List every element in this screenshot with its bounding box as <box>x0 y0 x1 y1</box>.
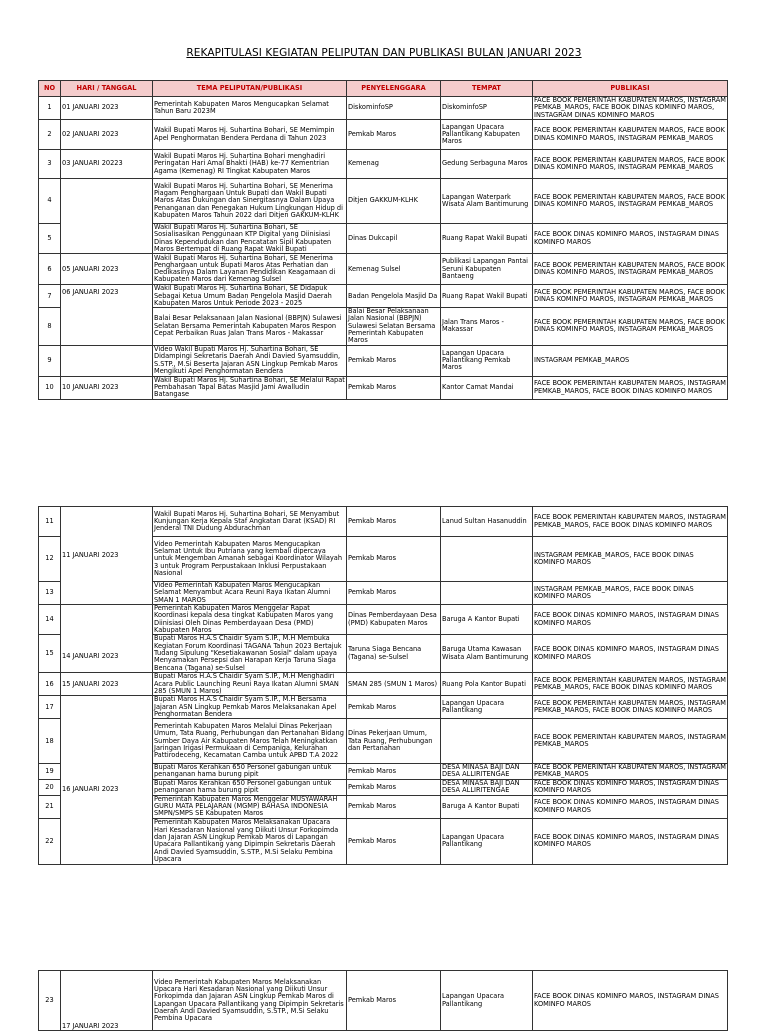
report-table-page-2 <box>38 506 728 865</box>
row-place: Lapangan Upacara Pallantikang <box>441 818 533 864</box>
table-row <box>39 179 728 224</box>
row-organizer: Dinas Dukcapil <box>347 224 441 254</box>
row-place: DESA MINASA BAJI DAN DESA ALLIRITENGAE <box>441 779 533 795</box>
row-number: 11 <box>39 507 61 537</box>
row-number: 7 <box>39 285 61 308</box>
row-number: 20 <box>39 779 61 795</box>
row-place: Lanud Sultan Hasanuddin <box>441 507 533 537</box>
row-number: 14 <box>39 605 61 635</box>
report-table-page-1 <box>38 80 728 400</box>
row-number: 3 <box>39 150 61 179</box>
table-row <box>39 97 728 120</box>
row-theme: Bupati Maros H.A.S Chaidir Syam S.IP., M.H Bersama Jajaran ASN Lingkup Pemkab Maros Melaksanakan Apel Penghormatan Bendera <box>153 696 347 719</box>
row-organizer: Pemkab Maros <box>347 779 441 795</box>
row-place: Lapangan Waterpark Wisata Alam Bantimurung <box>441 179 533 224</box>
row-publication: FACE BOOK PEMERINTAH KABUPATEN MAROS, FACE BOOK DINAS KOMINFO MAROS, INSTAGRAM PEMKAB_MAROS <box>533 254 728 285</box>
row-organizer: SMAN 285 (SMUN 1 Maros) <box>347 673 441 696</box>
row-theme: Bupati Maros Kerahkan 650 Personel gabungan untuk penanganan hama burung pipit <box>153 764 347 780</box>
row-number: 17 <box>39 696 61 719</box>
row-place <box>441 537 533 582</box>
row-organizer: Kemenag Sulsel <box>347 254 441 285</box>
row-date: 14 JANUARI 2023 <box>61 605 153 673</box>
row-organizer: Dinas Pekerjaan Umum, Tata Ruang, Perhubungan dan Pertanahan <box>347 719 441 764</box>
row-number: 19 <box>39 764 61 780</box>
header-place: TEMPAT <box>441 81 533 97</box>
row-place: Lapangan Upacara Pallantikang <box>441 971 533 1031</box>
row-number: 10 <box>39 376 61 399</box>
row-number: 21 <box>39 795 61 818</box>
table-row <box>39 150 728 179</box>
row-organizer: Pemkab Maros <box>347 764 441 780</box>
row-publication: FACE BOOK PEMERINTAH KABUPATEN MAROS, INSTAGRAM PEMKAB_MAROS, FACE BOOK DINAS KOMINFO MAROS <box>533 696 728 719</box>
header-organizer: PENYELENGGARA <box>347 81 441 97</box>
row-place: Kantor Camat Mandai <box>441 376 533 399</box>
row-organizer: Kemenag <box>347 150 441 179</box>
row-place <box>441 719 533 764</box>
row-number: 9 <box>39 345 61 376</box>
table-row <box>39 285 728 308</box>
row-theme: Wakil Bupati Maros Hj. Suhartina Bohari, SE Menyambut Kunjungan Kerja Kepala Staf Angkatan Darat (KSAD) RI Jenderal TNI Dudung Abdurachman <box>153 507 347 537</box>
row-publication: FACE BOOK PEMERINTAH KABUPATEN MAROS, FACE BOOK DINAS KOMINFO MAROS, INSTAGRAM PEMKAB_MAROS <box>533 179 728 224</box>
row-publication: FACE BOOK DINAS KOMINFO MAROS, INSTAGRAM DINAS KOMINFO MAROS <box>533 795 728 818</box>
row-date: 10 JANUARI 2023 <box>61 376 153 399</box>
row-theme: Wakil Bupati Maros Hj. Suhartina Bohari menghadiri Peringatan Hari Amal Bhakti (HAB) ke-77 Kementrian Agama (Kemenag) RI Tingkat Kabupaten Maros <box>153 150 347 179</box>
row-organizer: Ditjen GAKKUM-KLHK <box>347 179 441 224</box>
row-organizer: Pemkab Maros <box>347 818 441 864</box>
row-theme: Pemerintah Kabupaten Maros Melalui Dinas Pekerjaan Umum, Tata Ruang, Perhubungan dan Pertanahan Bidang Sumber Daya Air Kabupaten Maros Telah Meningkatkan Jaringan Irigasi Permukaan di Cempaniga, Kelurahan Pattirodeceng, Kecamatan Camba untuk APBD T.A 2022 <box>153 719 347 764</box>
row-date: 15 JANUARI 2023 <box>61 673 153 696</box>
row-organizer: Balai Besar Pelaksanaan Jalan Nasional (BBPJN) Sulawesi Selatan Bersama Pemerintah Kabupaten Maros <box>347 308 441 345</box>
header-publication: PUBLIKASI <box>533 81 728 97</box>
row-organizer: Pemkab Maros <box>347 376 441 399</box>
row-organizer: Pemkab Maros <box>347 537 441 582</box>
row-place: DiskominfoSP <box>441 97 533 120</box>
row-publication: FACE BOOK DINAS KOMINFO MAROS, INSTAGRAM DINAS KOMINFO MAROS <box>533 224 728 254</box>
row-date: 11 JANUARI 2023 <box>61 507 153 605</box>
row-organizer: Pemkab Maros <box>347 345 441 376</box>
table-row <box>39 345 728 376</box>
header-theme: TEMA PELIPUTAN/PUBLIKASI <box>153 81 347 97</box>
row-theme: Balai Besar Pelaksanaan Jalan Nasional (BBPJN) Sulawesi Selatan Bersama Pemerintah Kabupaten Maros Respon Cepat Perbaikan Ruas Jalan Trans Maros - Makassar <box>153 308 347 345</box>
row-publication: FACE BOOK PEMERINTAH KABUPATEN MAROS, INSTAGRAM PEMKAB_MAROS <box>534 763 726 779</box>
table-row <box>39 673 728 696</box>
row-place: Lapangan Upacara Pallantikang <box>441 696 533 719</box>
row-organizer: Pemkab Maros <box>347 795 441 818</box>
row-place: DESA MINASA BAJI DAN DESA ALLIRITENGAE <box>441 764 533 780</box>
row-number: 16 <box>39 673 61 696</box>
row-number: 2 <box>39 120 61 150</box>
row-organizer: DiskominfoSP <box>347 97 441 120</box>
table-row <box>39 696 728 719</box>
row-date: 06 JANUARI 2023 <box>61 285 153 345</box>
row-publication: FACE BOOK DINAS KOMINFO MAROS, INSTAGRAM DINAS KOMINFO MAROS <box>533 635 728 673</box>
row-publication: FACE BOOK DINAS KOMINFO MAROS, INSTAGRAM DINAS KOMINFO MAROS <box>533 971 728 1031</box>
row-publication: FACE BOOK PEMERINTAH KABUPATEN MAROS, INSTAGRAM PEMKAB_MAROS, FACE BOOK DINAS KOMINFO MAROS <box>533 507 728 537</box>
row-date: 01 JANUARI 2023 <box>61 97 153 120</box>
row-theme: Wakil Bupati Maros Hj. Suhartina Bohari, SE Melalui Rapat Pembahasan Tapal Batas Masjid Jami Awalludin Batangase <box>154 376 345 399</box>
row-theme: Video Pemerintah Kabupaten Maros Mengucapkan Selamat Untuk Ibu Putriana yang kembali dipercaya untuk Mengemban Amanah sebagai Koordinator Wilayah 3 untuk Program Perpustakaan Inklusi Perpustakaan Nasional <box>153 537 347 582</box>
row-number: 22 <box>39 818 61 864</box>
row-number: 13 <box>39 582 61 605</box>
row-publication: FACE BOOK PEMERINTAH KABUPATEN MAROS, FACE BOOK DINAS KOMINFO MAROS, INSTAGRAM PEMKAB_MAROS <box>533 285 728 308</box>
row-theme: Bupati Maros Kerahkan 650 Personel gabungan untuk penanganan hama burung pipit <box>153 779 347 795</box>
row-theme: Bupati Maros H.A.S Chaidir Syam S.IP., M.H Menghadiri Acara Public Launching Reuni Raya Ikatan Alumni SMAN 285 (SMUN 1 Maros) <box>153 673 347 696</box>
row-date: 05 JANUARI 2023 <box>61 254 153 285</box>
row-organizer: Pemkab Maros <box>347 507 441 537</box>
row-place: Ruang Pola Kantor Bupati <box>441 673 533 696</box>
row-publication: FACE BOOK PEMERINTAH KABUPATEN MAROS, INSTAGRAM PEMKAB_MAROS, FACE BOOK DINAS KOMINFO MAROS, INSTAGRAM DINAS KOMINFO MAROS <box>534 96 726 119</box>
row-theme: Pemerintah Kabupaten Maros Menggelar MUSYAWARAH GURU MATA PELAJARAN (MGMP) BAHASA INDONESIA SMPN/SMPS SE Kabupaten Maros <box>153 795 347 818</box>
row-theme: Wakil Bupati Maros Hj. Suhartina Bohari, SE Menerima Penghargaan untuk Bupati Maros Atas Perhatian dan Dedikasinya Dalam Layanan Pendidikan Keagamaan di Kabupaten Maros dari Kemenag Sulsel <box>153 254 347 285</box>
row-number: 4 <box>39 179 61 224</box>
row-organizer: Pemkab Maros <box>347 582 441 605</box>
row-number: 15 <box>39 635 61 673</box>
row-publication: FACE BOOK PEMERINTAH KABUPATEN MAROS, FACE BOOK DINAS KOMINFO MAROS, INSTAGRAM PEMKAB_MAROS <box>533 150 728 179</box>
row-theme: Video Pemerintah Kabupaten Maros Melaksanakan Upacara Hari Kesadaran Nasional yang Diikuti Unsur Forkopimda dan Jajaran ASN Lingkup Pemkab Maros di Lapangan Upacara Pallantikang yang Dipimpin Sekretaris Daerah Andi Davied Syamsuddin, S.STP., M.Si Selaku Pembina Upacara <box>153 971 347 1031</box>
page-title: REKAPITULASI KEGIATAN PELIPUTAN DAN PUBLIKASI BULAN JANUARI 2023 <box>186 47 582 59</box>
row-publication: FACE BOOK PEMERINTAH KABUPATEN MAROS, INSTAGRAM PEMKAB_MAROS, FACE BOOK DINAS KOMINFO MAROS <box>533 376 728 399</box>
row-place <box>441 582 533 605</box>
row-place: Jalan Trans Maros - Makassar <box>441 308 533 345</box>
header-date: HARI / TANGGAL <box>61 81 153 97</box>
header-no: NO <box>39 81 61 97</box>
row-date: 17 JANUARI 2023 <box>61 971 153 1031</box>
row-publication: FACE BOOK DINAS KOMINFO MAROS, INSTAGRAM DINAS KOMINFO MAROS <box>533 818 728 864</box>
row-publication: INSTAGRAM PEMKAB_MAROS, FACE BOOK DINAS KOMINFO MAROS <box>533 537 728 582</box>
row-date: 16 JANUARI 2023 <box>61 696 153 865</box>
row-number: 5 <box>39 224 61 254</box>
row-publication: FACE BOOK PEMERINTAH KABUPATEN MAROS, FACE BOOK DINAS KOMINFO MAROS, INSTAGRAM PEMKAB_MAROS <box>533 120 728 150</box>
row-publication: INSTAGRAM PEMKAB_MAROS, FACE BOOK DINAS KOMINFO MAROS <box>533 582 728 605</box>
row-theme: Pemerintah Kabupaten Maros Melaksanakan Upacara Hari Kesadaran Nasional yang Diikuti Unsur Forkopimda dan Jajaran ASN Lingkup Pemkab Maros di Lapangan Upacara Pallantikang yang Dipimpin Sekretaris Daerah Andi Davied Syamsuddin, S.STP., M.Si Selaku Pembina Upacara <box>153 818 347 864</box>
row-place: Publikasi Lapangan Pantai Seruni Kabupaten Bantaeng <box>441 254 533 285</box>
row-organizer: Dinas Pemberdayaan Desa (PMD) Kabupaten Maros <box>347 605 441 635</box>
row-theme: Pemerintah Kabupaten Maros Menggelar Rapat Koordinasi kepala desa tingkat Kabupaten Maros yang Diinisiasi Oleh Dinas Pemberdayaan Desa (PMD) Kabupaten Maros <box>153 605 347 635</box>
row-theme: Wakil Bupati Maros Hj. Suhartina Bohari, SE Menerima Piagam Penghargaan Untuk Bupati dan Wakil Bupati Maros Atas Dukungan dan Sinergitasnya Dalam Upaya Penanganan dan Penegakan Hukum Lingkungan Hidup di Kabupaten Maros Tahun 2022 dari Ditjen GAKKUM-KLHK <box>153 179 347 224</box>
row-number: 12 <box>39 537 61 582</box>
row-theme: Pemerintah Kabupaten Maros Mengucapkan Selamat Tahun Baru 2023M <box>153 97 347 120</box>
row-date <box>61 345 153 376</box>
row-theme: Wakil Bupati Maros Hj. Suhartina Bohari, SE Didapuk Sebagai Ketua Umum Badan Pengelola Masjid Daerah Kabupaten Maros Untuk Periode 2023 - 2025 <box>153 285 347 308</box>
table-row <box>39 254 728 285</box>
row-theme: Bupati Maros H.A.S Chaidir Syam S.IP., M.H Membuka Kegiatan Forum Koordinasi TAGANA Tahun 2023 Bertajuk Tudang Sipulung "Kesetiakawanan Sosial" dalam upaya Menyamakan Persepsi dan Harapan Kerja Taruna Siaga Bencana (Tagana) se-Sulsel <box>153 635 347 673</box>
row-place: Ruang Rapat Wakil Bupati <box>441 285 533 308</box>
row-organizer: Pemkab Maros <box>347 120 441 150</box>
report-table-page-3 <box>38 970 728 1031</box>
table-row <box>39 971 728 1031</box>
row-theme: Video Pemerintah Kabupaten Maros Mengucapkan Selamat Menyambut Acara Reuni Raya Ikatan Alumni SMAN 1 MAROS <box>153 582 347 605</box>
row-theme: Wakil Bupati Maros Hj. Suhartina Bohari, SE Sosialisasikan Penggunaan KTP Digital yang Diinisiasi Dinas Kependudukan dan Pencatatan Sipil Kabupaten Maros Bertempat di Ruang Rapat Wakil Bupati <box>153 224 347 254</box>
table-row <box>39 507 728 537</box>
table-row <box>39 605 728 635</box>
row-organizer: Pemkab Maros <box>347 696 441 719</box>
header-row <box>39 81 728 97</box>
row-organizer: Badan Pengelola Masjid Da <box>347 285 441 308</box>
row-organizer: Pemkab Maros <box>347 971 441 1031</box>
row-theme: Video Wakil Bupati Maros Hj. Suhartina Bohari, SE Didampingi Sekretaris Daerah Andi Davied Syamsuddin, S.STP., M.Si Beserta Jajaran ASN Lingkup Pemkab Maros Mengikuti Apel Penghormatan Bendera <box>153 345 347 376</box>
row-publication: FACE BOOK PEMERINTAH KABUPATEN MAROS, INSTAGRAM PEMKAB_MAROS, FACE BOOK DINAS KOMINFO MAROS <box>533 673 728 696</box>
row-place: Baruga Utama Kawasan Wisata Alam Bantimurung <box>441 635 533 673</box>
row-number: 23 <box>39 971 61 1031</box>
row-place: Lapangan Upacara Pallantikang Pemkab Maros <box>441 345 533 376</box>
row-place: Lapangan Upacara Pallantikang Kabupaten Maros <box>441 120 533 150</box>
row-place: Gedung Serbaguna Maros <box>441 150 533 179</box>
row-date: 03 JANUARI 20223 <box>61 150 153 179</box>
row-number: 18 <box>39 719 61 764</box>
row-publication: FACE BOOK DINAS KOMINFO MAROS, INSTAGRAM DINAS KOMINFO MAROS <box>533 779 728 795</box>
row-number: 1 <box>39 97 61 120</box>
row-organizer: Taruna Siaga Bencana (Tagana) se-Sulsel <box>347 635 441 673</box>
table-row <box>39 120 728 150</box>
row-theme: Wakil Bupati Maros Hj. Suhartina Bohari, SE Memimpin Apel Penghormatan Bendera Perdana di Tahun 2023 <box>153 120 347 150</box>
row-place: Baruga A Kantor Bupati <box>441 605 533 635</box>
row-number: 6 <box>39 254 61 285</box>
row-place: Ruang Rapat Wakil Bupati <box>441 224 533 254</box>
row-publication: FACE BOOK DINAS KOMINFO MAROS, INSTAGRAM DINAS KOMINFO MAROS <box>533 605 728 635</box>
row-publication: FACE BOOK PEMERINTAH KABUPATEN MAROS, INSTAGRAM PEMKAB_MAROS <box>533 719 728 764</box>
row-publication: INSTAGRAM PEMKAB_MAROS <box>533 345 728 376</box>
row-publication: FACE BOOK PEMERINTAH KABUPATEN MAROS, FACE BOOK DINAS KOMINFO MAROS, INSTAGRAM PEMKAB_MAROS <box>533 308 728 345</box>
row-date <box>61 179 153 254</box>
row-place: Baruga A Kantor Bupati <box>441 795 533 818</box>
row-date: 02 JANUARI 2023 <box>61 120 153 150</box>
table-row <box>39 376 728 399</box>
row-number: 8 <box>39 308 61 345</box>
